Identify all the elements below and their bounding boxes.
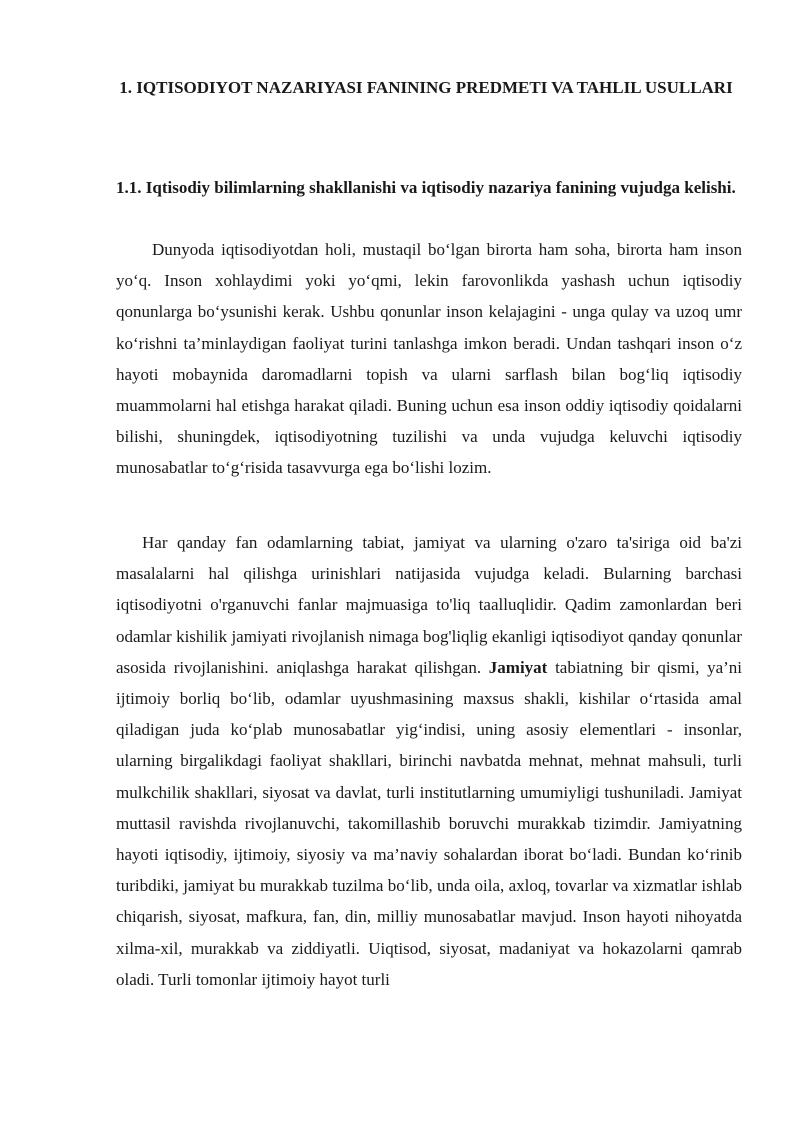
term-jamiyat: Jamiyat [488,657,548,677]
section-title: 1.1. Iqtisodiy bilimlarning shakllanishi va iqtisodiy nazariya fanining vujudga kelishi. [116,178,736,197]
chapter-title: 1. IQTISODIYOT NAZARIYASI FANINING PREDMETI VA TAHLIL USULLARI [119,78,733,97]
paragraph-text: Har qanday fan odamlarning tabiat, jamiyat va ularning o'zaro ta'siriga oid ba'zi masalalarni hal qilishga urinishlari natijasida vujudga keladi. Bularning barchasi iqtisodiyotni o'rganuvchi fanlar majmuasiga to'liq taalluqlidir. Qadim zamonlardan beri odamlar kishilik jamiyati rivojlanish nimaga bog'liqlig ekanligi iqtisodiyot qanday qonunlar asosida rivojlanishini. aniqlashga harakat qilishgan. [116,533,742,677]
paragraph [116,527,742,995]
paragraph: Dunyoda iqtisodiyotdan holi, mustaqil bo‘lgan birorta ham soha, birorta ham inson yo‘q. Inson xohlaydimi yoki yo‘qmi, lekin farovonlikda yashash uchun iqtisodiy qonunlarga bo‘ysunishi kerak. Ushbu qonunlar inson kelajagini - unga qulay va uzoq umr ko‘rishni ta’minlaydigan faoliyat turini tanlashga imkon beradi. Undan tashqari inson o‘z hayoti mobaynida daromadlarni topish va ularni sarflash bilan bog‘liq iqtisodiy muammolarni hal etishga harakat qiladi. Buning uchun esa inson oddiy iqtisodiy qoidalarni bilishi, shuningdek, iqtisodiyotning tuzilishi va unda vujudga keluvchi iqtisodiy munosabatlar to‘g‘risida tasavvurga ega bo‘lishi lozim. [116,240,742,478]
paragraph-text: tabiatning bir qismi, ya’ni ijtimoiy borliq bo‘lib, odamlar uyushmasining maxsus shakli, kishilar o‘rtasida amal qiladigan juda ko‘plab munosabatlar yig‘indisi, uning asosiy elementlari - insonlar, ularning birgalikdagi faoliyat shakllari, birinchi navbatda mehnat, mehnat mahsuli, turli mulkchilik shakllari, siyosat va davlat, turli institutlarning umumiyligi tushuniladi. Jamiyat muttasil ravishda rivojlanuvchi, takomillashib boruvchi murakkab tizimdir. Jamiyatning hayoti iqtisodiy, ijtimoiy, siyosiy va ma’naviy sohalardan iborat bo‘ladi. Bundan ko‘rinib turibdiki, jamiyat bu murakkab tuzilma bo‘lib, unda oila, axloq, tovarlar va xizmatlar ishlab chiqarish, siyosat, mafkura, fan, din, milliy munosabatlar mavjud. Inson hayoti nihoyatda xilma-xil, murakkab va ziddiyatli. Uiqtisod, siyosat, madaniyat va hokazolarni qamrab oladi. Turli tomonlar ijtimoiy hayot turli [116,657,743,989]
